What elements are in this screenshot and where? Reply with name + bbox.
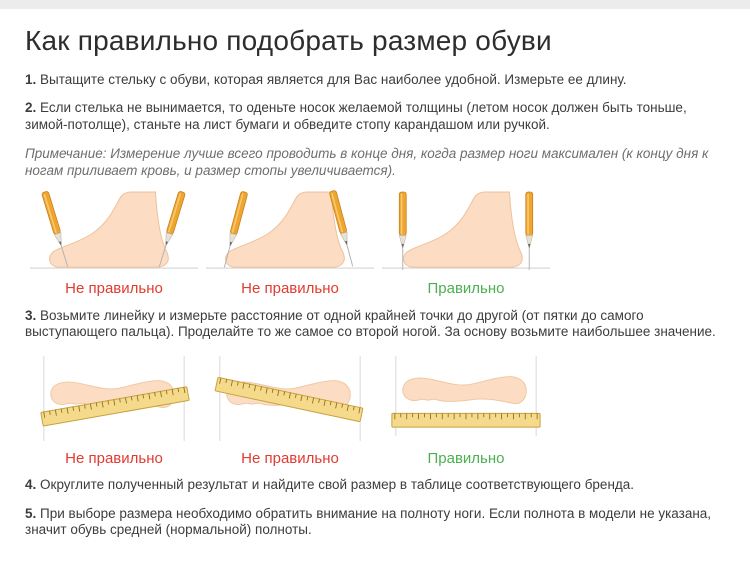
step-4-number: 4. — [25, 477, 37, 493]
step-1-text: Вытащите стельку с обуви, которая является для Вас наиболее удобной. Измерьте ее длину. — [40, 72, 627, 87]
figure-ruler-wrong-2 — [206, 353, 374, 468]
step-3-text: Возьмите линейку и измерьте расстояние от одной крайней точки до другой (от пятки до самого выступающего пальца). Проделайте то же самое со второй ногой. За основу возьмите наибольшее значение. — [25, 307, 716, 340]
figure-pencil-correct — [382, 189, 550, 298]
top-divider-strip — [0, 0, 750, 9]
step-4-text: Округлите полученный результат и найдите свой размер в таблице соответствующего бренда. — [40, 477, 635, 493]
step-3-number: 3. — [25, 307, 37, 323]
page-title: Как правильно подобрать размер обуви — [25, 25, 552, 56]
foot-side-icon — [404, 192, 523, 267]
step-5-text: При выборе размера необходимо обратить внимание на полноту ноги. Если полнота в модели не указана, значит обувь средней (нормальной) полноты. — [25, 505, 712, 538]
step-5 — [25, 506, 728, 539]
figure-caption: Правильно — [427, 280, 505, 298]
figure-caption: Не правильно — [65, 280, 163, 298]
step-2 — [25, 100, 728, 133]
figure-ruler-correct — [382, 353, 550, 468]
step-4 — [25, 477, 728, 493]
step-1-number: 1. — [25, 72, 37, 87]
figure-caption: Не правильно — [65, 449, 163, 467]
foot-side-pencils-tilted-outward-icon — [30, 189, 198, 274]
foot-side-icon — [50, 192, 169, 267]
article-content — [0, 9, 750, 539]
ruler-figures-row — [30, 353, 728, 468]
step-3 — [25, 308, 728, 341]
foot-top-ruler-diagonal-down-icon — [206, 353, 374, 444]
figure-pencil-wrong-1 — [30, 189, 198, 298]
measurement-note: Примечание: Измерение лучше всего проводить в конце дня, когда размер ноги максимален (к концу дня к ногам приливает кровь, и размер стопы увеличивается). — [25, 146, 709, 178]
foot-top-ruler-diagonal-up-icon — [30, 353, 198, 444]
step-5-number: 5. — [25, 505, 37, 521]
figure-caption: Не правильно — [241, 280, 339, 298]
step-1 — [25, 72, 728, 88]
ruler-icon — [392, 413, 540, 427]
step-2-text: Если стелька не вынимается, то оденьте носок желаемой толщины (летом носок должен быть тоньше, зимой-потолще), станьте на лист бумаги и обведите стопу карандашом или ручкой. — [25, 100, 687, 132]
figure-caption: Правильно — [427, 449, 505, 467]
foot-side-pencils-vertical-icon — [382, 189, 550, 274]
foot-top-ruler-horizontal-icon — [382, 353, 550, 444]
step-2-number: 2. — [25, 100, 37, 116]
figure-pencil-wrong-2 — [206, 189, 374, 298]
figure-caption: Не правильно — [241, 449, 339, 467]
foot-top-icon — [403, 376, 527, 403]
pencil-figures-row — [30, 189, 728, 298]
foot-side-pencils-tilted-inward-icon — [206, 189, 374, 274]
figure-ruler-wrong-1 — [30, 353, 198, 468]
pencil-icon — [526, 192, 533, 270]
